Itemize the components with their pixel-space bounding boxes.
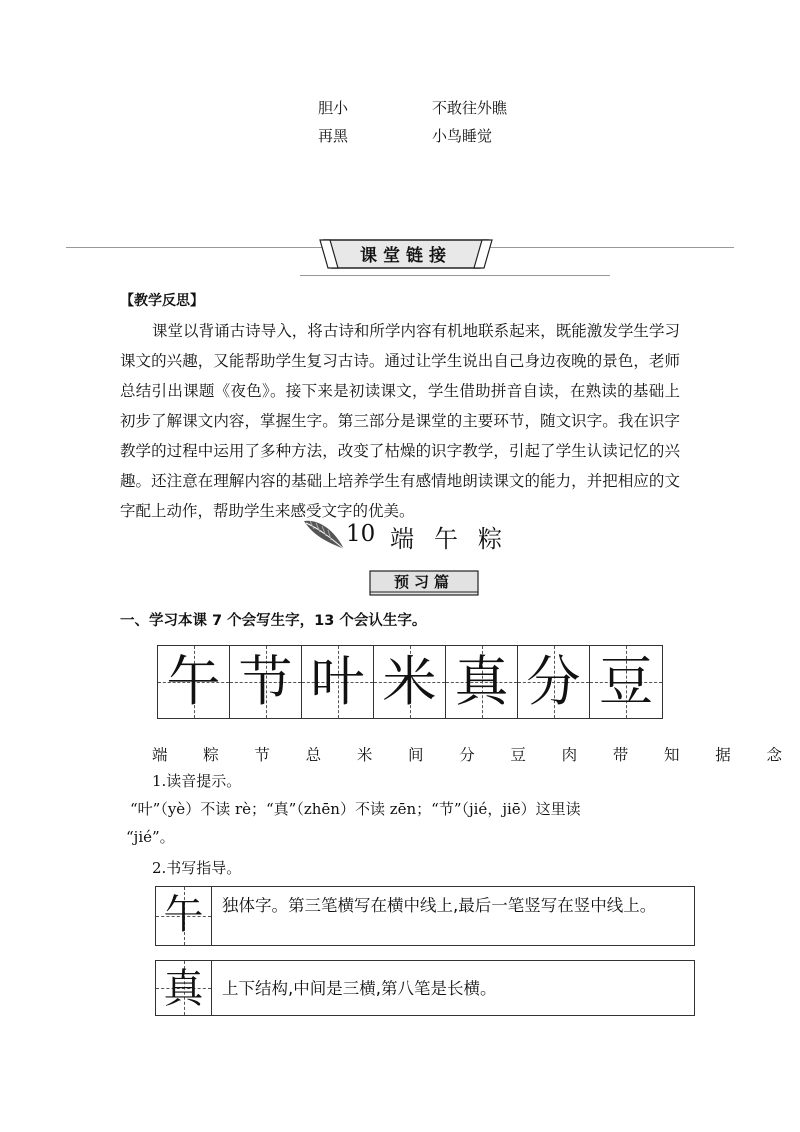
banner-rule-bottom bbox=[300, 275, 610, 276]
pronunciation-line-2: “jié”。 bbox=[126, 828, 175, 846]
reflection-heading: 【教学反思】 bbox=[120, 293, 204, 309]
preview-label: 预习篇 bbox=[393, 573, 454, 591]
recognize-char: 豆 bbox=[510, 746, 526, 764]
char-cell bbox=[518, 646, 590, 718]
recognize-char: 米 bbox=[356, 746, 373, 764]
guide-text: 上下结构,中间是三横,第八笔是长横。 bbox=[222, 979, 497, 998]
lesson-number: 10 bbox=[346, 521, 376, 547]
recognize-char: 知 bbox=[664, 746, 680, 764]
recognize-char: 粽 bbox=[203, 746, 219, 764]
poem-left-2: 再黑 bbox=[318, 127, 349, 145]
write-char: 分 bbox=[526, 650, 581, 713]
write-char: 真 bbox=[454, 650, 509, 713]
poem-right-2: 小鸟睡觉 bbox=[432, 127, 493, 145]
write-char: 豆 bbox=[599, 650, 653, 713]
writing-heading: 2.书写指导。 bbox=[152, 859, 242, 877]
write-char: 米 bbox=[382, 650, 437, 713]
char-cell bbox=[230, 646, 302, 718]
pronunciation-heading: 1.读音提示。 bbox=[152, 772, 242, 790]
item1-heading: 一、学习本课 7 个会写生字，13 个会认生字。 bbox=[120, 613, 427, 629]
recognize-char: 节 bbox=[254, 746, 270, 764]
guide-text: 独体字。第三笔横写在横中线上,最后一笔竖写在竖中线上。 bbox=[222, 896, 657, 915]
recognize-char: 据 bbox=[715, 746, 731, 764]
banner-title: 课堂链接 bbox=[360, 246, 452, 266]
char-cell bbox=[590, 646, 662, 718]
guide-char: 真 bbox=[163, 966, 204, 1012]
writing-char-grid bbox=[157, 645, 663, 719]
lesson-title bbox=[300, 515, 560, 555]
recognize-char: 肉 bbox=[561, 746, 578, 764]
pronunciation-line-1: “叶”（yè）不读 rè；“真”（zhēn）不读 zēn；“节”（jié，jiē）这里读 bbox=[130, 800, 581, 818]
lesson-name: 端午粽 bbox=[390, 525, 522, 553]
guide-char-cell bbox=[156, 887, 212, 945]
writing-guide-row bbox=[155, 960, 695, 1016]
recognize-char: 带 bbox=[612, 746, 629, 764]
guide-char: 午 bbox=[163, 892, 204, 938]
recognize-char: 分 bbox=[459, 746, 475, 764]
write-char: 节 bbox=[238, 650, 293, 713]
recognize-char: 念 bbox=[766, 746, 782, 764]
poem-left-1: 胆小 bbox=[318, 99, 349, 117]
char-cell bbox=[158, 646, 230, 718]
recognize-char: 间 bbox=[408, 746, 424, 764]
poem-right-1: 不敢往外瞧 bbox=[432, 99, 508, 117]
char-cell bbox=[374, 646, 446, 718]
write-char: 午 bbox=[166, 650, 221, 713]
write-char: 叶 bbox=[310, 650, 365, 713]
char-cell bbox=[446, 646, 518, 718]
feather-pen-icon bbox=[300, 515, 346, 553]
recognize-char: 总 bbox=[305, 746, 322, 764]
recognize-char-row bbox=[152, 743, 782, 765]
guide-char-cell bbox=[156, 961, 212, 1015]
char-cell bbox=[302, 646, 374, 718]
recognize-char: 端 bbox=[152, 746, 168, 764]
reflection-paragraph: 课堂以背诵古诗导入，将古诗和所学内容有机地联系起来，既能激发学生学习课文的兴趣，又能帮助学生复习古诗。通过让学生说出自己身边夜晚的景色，老师总结引出课题《夜色》。接下来是初读课文，学生借助拼音自读，在熟读的基础上初步了解课文内容，掌握生字。第三部分是课堂的主要环节，随文识字。我在识字教学的过程中运用了多种方法，改变了枯燥的识字教学，引起了学生认读记忆的兴趣。还注意在理解内容的基础上培养学生有感情地朗读课文的能力，并把相应的文字配上动作，帮助学生来感受文字的优美。 bbox=[120, 322, 680, 520]
writing-guide-row bbox=[155, 886, 695, 946]
